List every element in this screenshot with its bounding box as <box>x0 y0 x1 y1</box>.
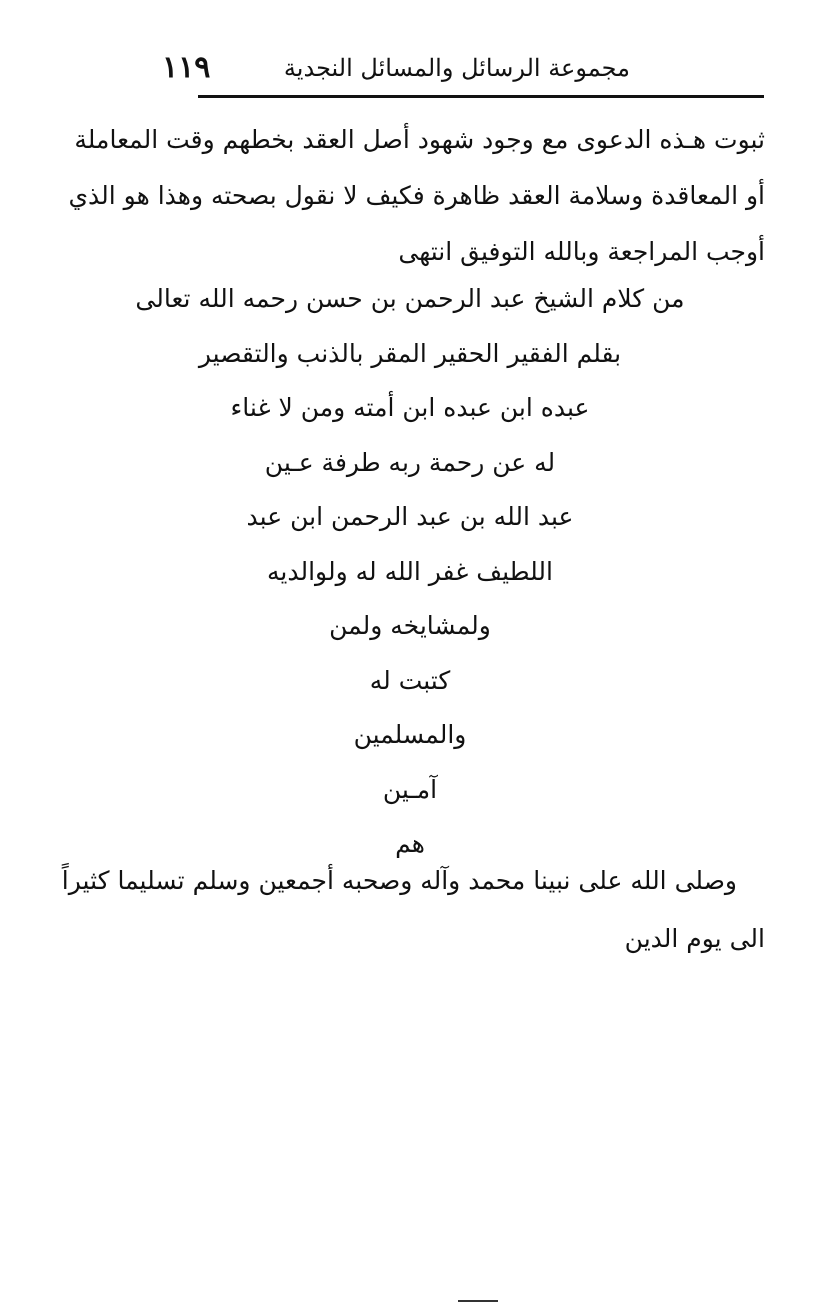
body-paragraph <box>68 112 765 280</box>
header-divider <box>198 95 764 98</box>
colophon <box>100 272 720 872</box>
colophon-line: من كلام الشيخ عبد الرحمن بن حسن رحمه الله تعالى <box>135 284 685 313</box>
colophon-line: بقلم الفقير الحقير المقر بالذنب والتقصير <box>198 338 622 368</box>
closing-prayer <box>61 852 765 968</box>
colophon-line: اللطيف غفر الله له ولوالديه <box>267 556 553 586</box>
body-line: أوجب المراجعة وبالله التوفيق انتهى <box>398 237 765 266</box>
footer-mark <box>458 1300 498 1302</box>
colophon-line: عبد الله بن عبد الرحمن ابن عبد <box>246 502 574 531</box>
body-line: أو المعاقدة وسلامة العقد ظاهرة فكيف لا نقول بصحته وهذا هو الذي <box>68 181 765 210</box>
body-line: ثبوت هـذه الدعوى مع وجود شهود أصل العقد بخطهم وقت المعاملة <box>74 125 765 154</box>
page-number: ١١٩ <box>162 50 211 85</box>
colophon-line: هم <box>395 829 425 858</box>
colophon-line: له عن رحمة ربه طرفة عـين <box>264 447 556 477</box>
running-title: مجموعة الرسائل والمسائل النجدية <box>283 54 630 82</box>
closing-line: وصلى الله على نبينا محمد وآله وصحبه أجمعين وسلم تسليما كثيراً <box>61 866 737 895</box>
colophon-line: كتبت له <box>369 665 451 695</box>
colophon-line: والمسلمين <box>353 720 467 749</box>
colophon-line: ولمشايخه ولمن <box>329 611 491 640</box>
colophon-line: آمـين <box>382 774 438 804</box>
page-header <box>150 48 750 92</box>
closing-line: الى يوم الدين <box>624 924 765 953</box>
colophon-line: عبده ابن عبده ابن أمته ومن لا غناء <box>230 393 590 422</box>
